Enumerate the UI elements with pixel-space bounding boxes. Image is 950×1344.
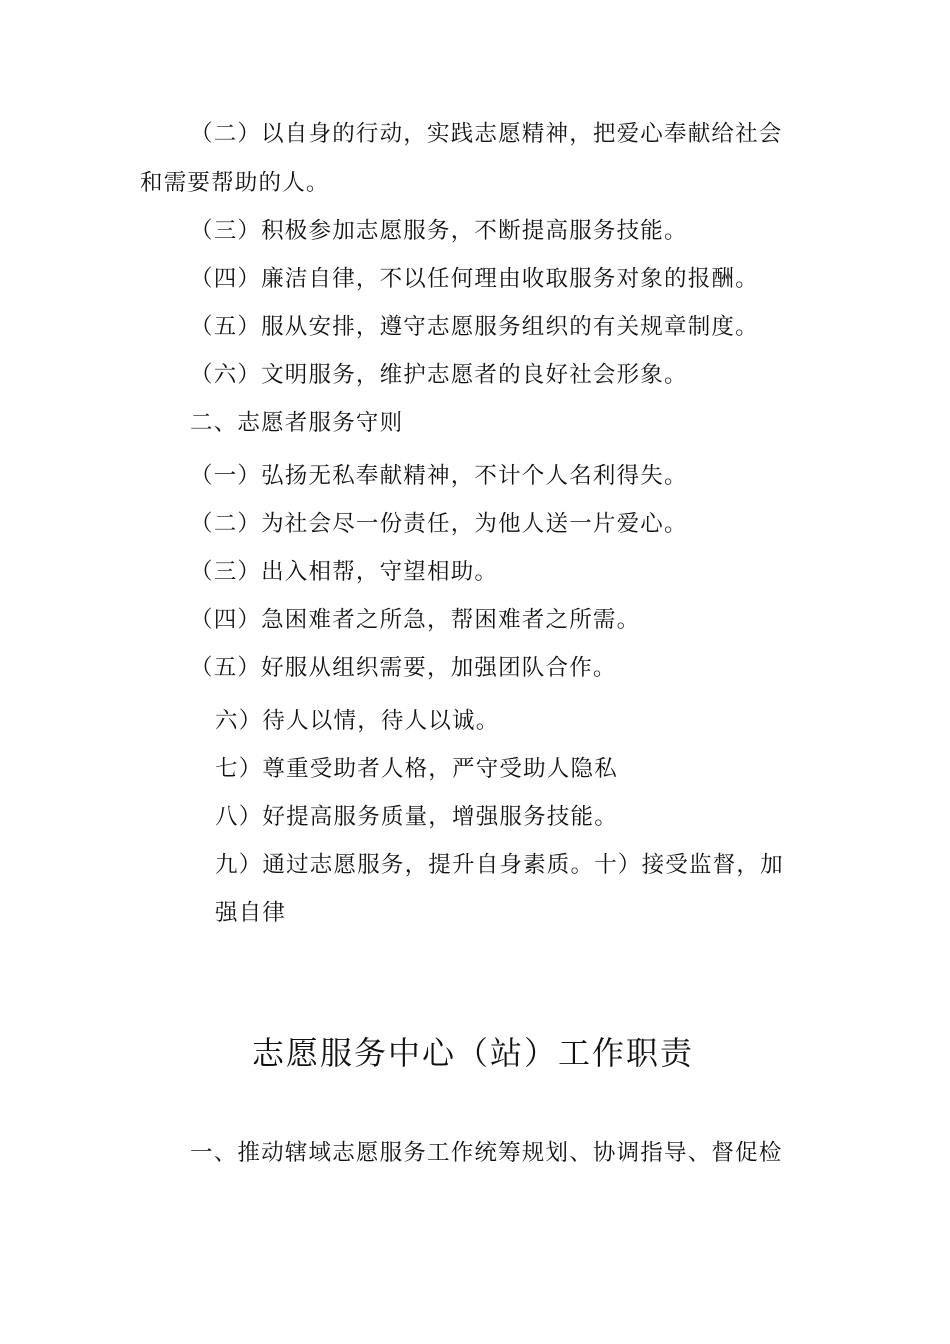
section-heading-service-rules: 二、志愿者服务守则 <box>190 410 404 436</box>
duty-item-5: （五）服从安排，遵守志愿服务组织的有关规章制度。 <box>190 314 759 340</box>
rule-item-4: （四）急困难者之所急，帮困难者之所需。 <box>190 607 641 633</box>
duty-item-2-line-2: 和需要帮助的人。 <box>140 170 330 196</box>
duty-item-3: （三）积极参加志愿服务，不断提高服务技能。 <box>190 218 688 244</box>
rule-item-3: （三）出入相帮，守望相助。 <box>190 559 499 585</box>
rule-item-8: 八）好提高服务质量，增强服务技能。 <box>215 804 618 830</box>
rule-item-2: （二）为社会尽一份责任，为他人送一片爱心。 <box>190 511 688 537</box>
rule-item-5: （五）好服从组织需要，加强团队合作。 <box>190 655 617 681</box>
rule-item-1: （一）弘扬无私奉献精神，不计个人名利得失。 <box>190 463 688 489</box>
center-duty-item-1: 一、推动辖域志愿服务工作统筹规划、协调指导、督促检 <box>190 1140 783 1166</box>
rule-item-9-line-1: 九）通过志愿服务，提升自身素质。十）接受监督，加 <box>215 852 784 878</box>
page-title: 志愿服务中心（站）工作职责 <box>252 1034 695 1072</box>
duty-item-2-line-1: （二）以自身的行动，实践志愿精神，把爱心奉献给社会 <box>190 121 783 147</box>
duty-item-6: （六）文明服务，维护志愿者的良好社会形象。 <box>190 362 688 388</box>
duty-item-4: （四）廉洁自律，不以任何理由收取服务对象的报酬。 <box>190 266 759 292</box>
rule-item-6: 六）待人以情，待人以诚。 <box>215 708 500 734</box>
rule-item-7: 七）尊重受助者人格，严守受助人隐私 <box>215 756 618 782</box>
rule-item-9-line-2: 强自律 <box>215 900 287 926</box>
